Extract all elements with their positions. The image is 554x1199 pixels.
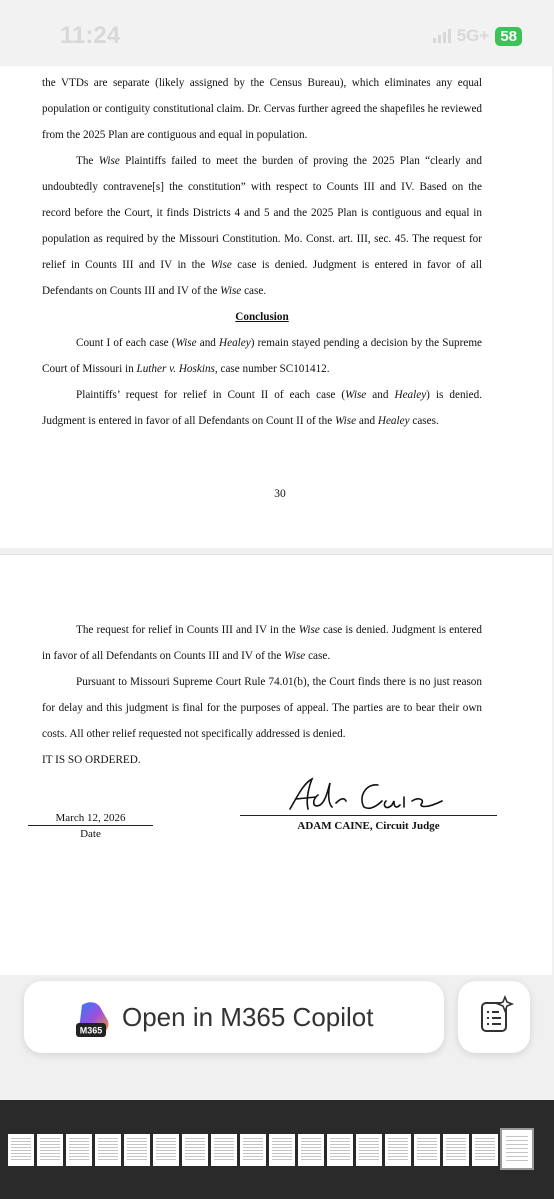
page-thumbnail[interactable] [356,1134,382,1166]
judge-signature [282,775,462,815]
copilot-button-label: Open in M365 Copilot [122,1002,374,1032]
page-thumbnail[interactable] [182,1134,208,1166]
m365-copilot-logo [74,999,114,1039]
page-thumbnail[interactable] [385,1134,411,1166]
signature-block [0,791,554,871]
thumbnail-list [8,1134,527,1166]
page-thumbnail[interactable] [66,1134,92,1166]
page-thumbnail-strip[interactable] [0,1100,554,1199]
status-time: 11:24 [60,22,121,49]
page-thumbnail[interactable] [269,1134,295,1166]
paragraph-relief-denied: The request for relief in Counts III and IV in the Wise case is denied. Judgment is entered in favor of all Defendants on Counts III and IV of the Wise case. [42,624,482,662]
paragraph-wise-plaintiffs: The Wise Plaintiffs failed to meet the burden of proving the 2025 Plan “clearly and undoubtedly contravene[s] the constitution” with respect to Counts III and IV. Based on the record before the Court, it finds Districts 4 and 5 and the 2025 Plan is contiguous and equal in population as required by the Missouri Constitution. Mo. Const. art. III, sec. 45. The request for relief in Counts III and IV in the Wise case is denied. Judgment is entered in favor of all Defendants on Counts III and IV of the Wise case. [42,155,482,297]
page-thumbnail[interactable] [240,1134,266,1166]
signature-line [240,815,497,816]
page-thumbnail[interactable] [95,1134,121,1166]
judge-name: ADAM CAINE, Circuit Judge [297,820,440,832]
page-thumbnail[interactable] [414,1134,440,1166]
page-30-body [42,70,482,434]
battery-icon: 58 [495,27,522,46]
date-label: Date [80,828,101,840]
page-thumbnail[interactable] [153,1134,179,1166]
so-ordered: IT IS SO ORDERED. [42,754,141,766]
notes-sparkle-icon [458,981,530,1053]
document-page-30 [0,66,552,548]
page-thumbnail[interactable] [8,1134,34,1166]
page-thumbnail[interactable] [327,1134,353,1166]
paragraph-count-two: Plaintiffs’ request for relief in Count II of each case (Wise and Healey) is denied. Judgment is entered in favor of all Defendants on Count II of the Wise and Healey cases. [42,389,483,427]
paragraph-rule-7401: Pursuant to Missouri Supreme Court Rule 74.01(b), the Court finds there is no just reason for delay and this judgment is final for the purposes of appeal. The parties are to bear their own costs. All other relief requested not specifically addressed is denied. [42,676,482,740]
date-value: March 12, 2026 [28,811,153,826]
conclusion-heading: Conclusion [235,311,289,323]
page-thumbnail[interactable] [211,1134,237,1166]
signal-icon [433,29,451,43]
paragraph-count-one: Count I of each case (Wise and Healey) remain stayed pending a decision by the Supreme Court of Missouri in Luther v. Hoskins, case number SC101412. [42,337,482,375]
document-page-31 [0,554,552,975]
page-number: 30 [274,488,286,500]
m365-logo-text: M365 [79,1025,103,1036]
open-in-copilot-button[interactable] [24,981,444,1053]
page-thumbnail[interactable] [124,1134,150,1166]
network-type: 5G+ [456,26,490,45]
notes-sparkle-button[interactable] [458,981,530,1053]
page-thumbnail[interactable] [298,1134,324,1166]
status-indicators [433,26,522,46]
current-page-thumbnail[interactable] [500,1128,534,1170]
paragraph-vtds: the VTDs are separate (likely assigned by the Census Bureau), which eliminates any equal population or contiguity constitutional claim. Dr. Cervas further agreed the shapefiles he reviewed from the 2025 Plan are contiguous and equal in population. [42,77,482,141]
page-31-body [42,617,482,773]
status-bar [0,0,554,66]
page-thumbnail[interactable] [443,1134,469,1166]
page-thumbnail[interactable] [472,1134,498,1166]
page-thumbnail[interactable] [37,1134,63,1166]
